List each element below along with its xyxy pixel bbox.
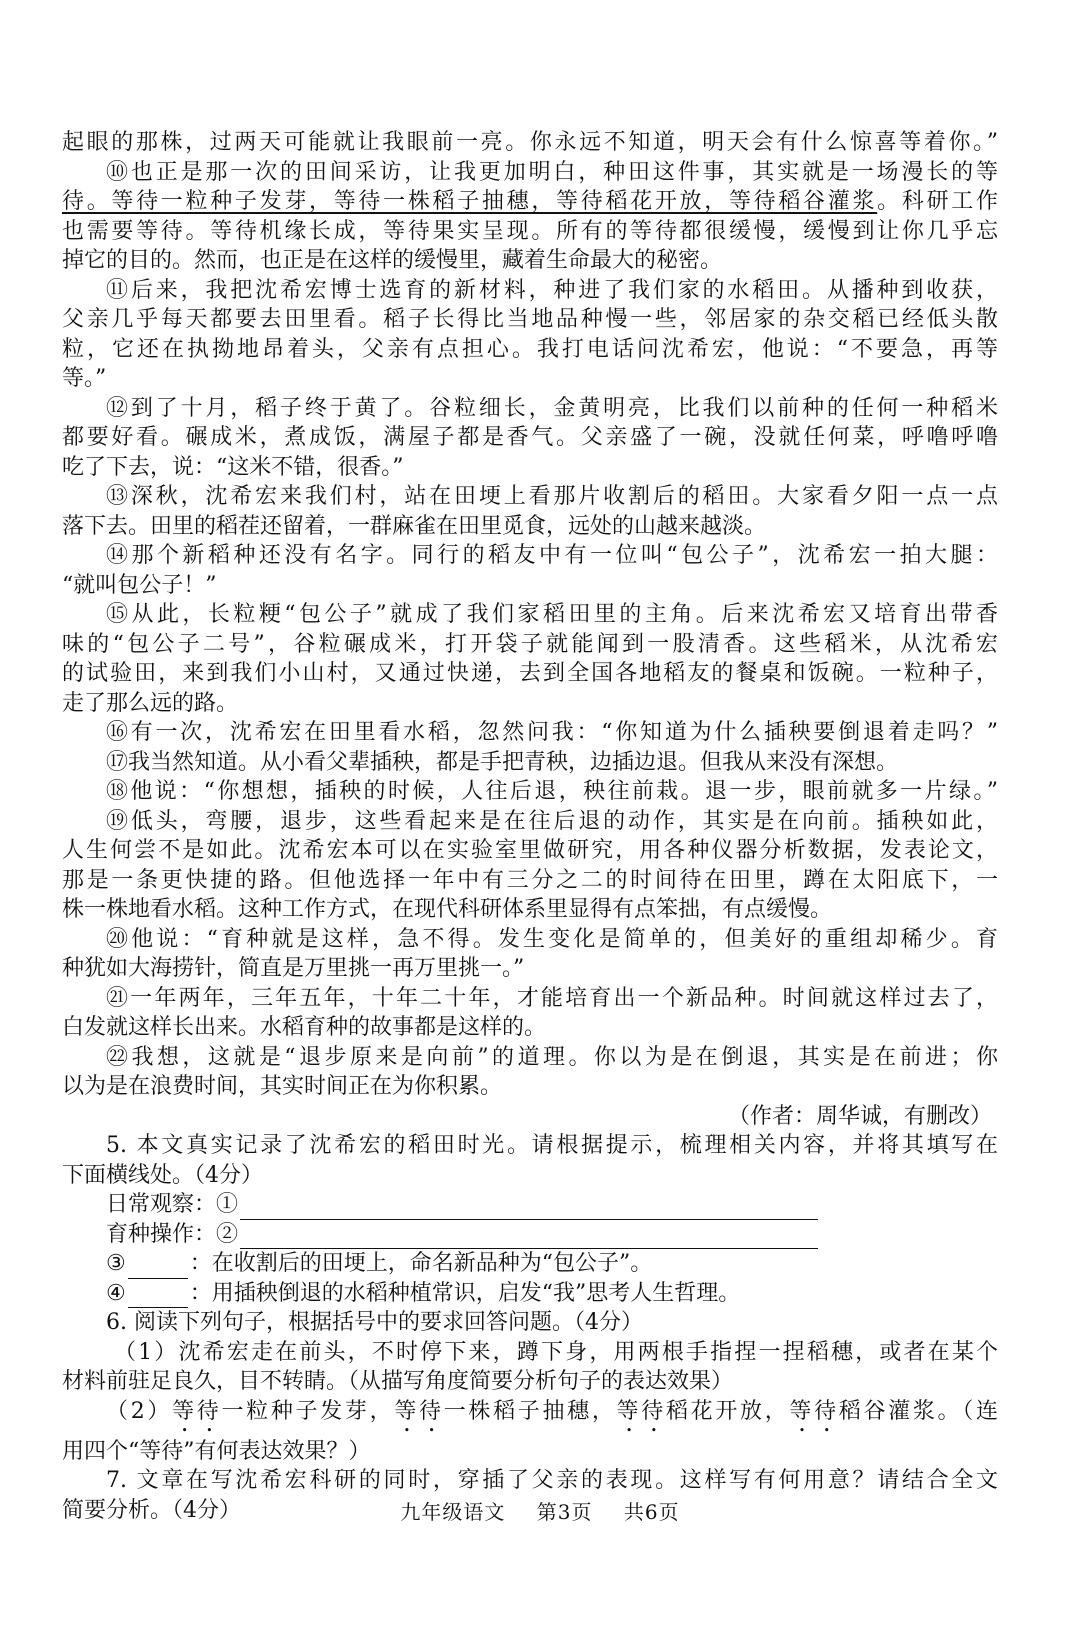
paragraph-11-line: 父亲几乎每天都要去田里看。稻子长得比当地品种慢一些，邻居家的杂交稻已经低头散 [62, 307, 998, 332]
paragraph-19-line: 那是一条更快捷的路。但他选择一年中有三分之二的时间待在田里，蹲在太阳底下，一 [62, 867, 998, 893]
author-attribution: （作者：周华诚，有删改） [727, 1103, 992, 1129]
question-6-1: （1）沈希宏走在前头，不时停下来，蹲下身，用两根手指捏一捏稻穗，或者在某个 [114, 1339, 998, 1365]
emphasized-word: 等待 [789, 1398, 839, 1424]
item-label: 日常观察：① [106, 1192, 239, 1217]
paragraph-13-line: ⑬深秋，沈希宏来我们村，站在田埂上看那片收割后的稻田。大家看夕阳一点一点 [106, 484, 998, 509]
paragraph-11-line: 等。” [62, 366, 107, 391]
footer-page-number: 第3页 [536, 1500, 593, 1524]
question-6-prompt: 6. 阅读下列句子，根据括号中的要求回答问题。（4分） [106, 1310, 643, 1335]
paragraph-12-line: ⑫到了十月，稻子终于黄了。谷粒细长，金黄明亮，比我们以前种的任何一种稻米 [106, 395, 998, 421]
paragraph-10-line: ⑩也正是那一次的田间采访，让我更加明白，种田这件事，其实就是一场漫长的等 [106, 159, 998, 185]
question-7-prompt: 简要分析。（4分） [62, 1497, 241, 1523]
paragraph-10-line: 掉它的目的。然而，也正是在这样的缓慢里，藏着生命最大的秘密。 [62, 248, 723, 273]
answer-line[interactable] [240, 1197, 818, 1220]
question-5-prompt: 下面横线处。（4分） [62, 1162, 263, 1188]
answer-blank[interactable] [128, 1258, 188, 1279]
passage-text: 。科研工作 [877, 189, 998, 214]
question-6-2: 用四个“等待”有何表达效果？） [62, 1438, 371, 1464]
paragraph-21-line: ㉑一年两年，三年五年，十年二十年，才能培育出一个新品种。时间就这样过去了， [106, 985, 998, 1011]
paragraph-22-line: 以为是在浪费时间，其实时间正在为你积累。 [62, 1074, 503, 1099]
item-number: ④ [106, 1280, 126, 1306]
sentence-text: 稻谷灌浆。（连 [838, 1398, 998, 1424]
sentence-text: 稻花开放， [665, 1398, 790, 1424]
sub-question-number: （2） [106, 1398, 173, 1424]
paragraph-21-line: 白发就这样长出来。水稻育种的故事都是这样的。 [62, 1015, 547, 1040]
sentence-text: 一株稻子抽穗， [443, 1398, 617, 1424]
paragraph-19-line: 人生何尝不是如此。沈希宏本可以在实验室里做研究，用各种仪器分析数据，发表论文， [62, 838, 998, 863]
paragraph-18-line: ⑱他说：“你想想，插秧的时候，人往后退，秧往前栽。退一步，眼前就多一片绿。” [106, 779, 998, 804]
paragraph-12-line: 都要好看。碾成米，煮成饭，满屋子都是香气。父亲盛了一碗，没就任何菜，呼噜呼噜 [62, 425, 998, 450]
paragraph-10-line: 也需要等待。等待机缘长成，等待果实呈现。所有的等待都很缓慢，缓慢到让你几乎忘 [62, 218, 998, 244]
footer-total-pages: 共6页 [623, 1500, 680, 1524]
question-6-1: 材料前驻足良久，目不转睛。（从描写角度简要分析句子的表达效果） [62, 1369, 734, 1394]
sentence-text: 一粒种子发芽， [221, 1398, 395, 1424]
question-7-prompt: 7. 文章在写沈希宏科研的同时，穿插了父亲的表现。这样写有何用意？请结合全文 [106, 1468, 998, 1493]
paragraph-10-line [62, 187, 998, 217]
emphasized-word: 等待 [616, 1398, 666, 1424]
reading-passage [62, 128, 998, 1131]
item-number: ③ [106, 1251, 126, 1276]
paragraph-22-line: ㉒我想，这就是“退步原来是向前”的道理。你以为是在倒退，其实是在前进；你 [106, 1044, 998, 1070]
paragraph-15-line: 味的“包公子二号”，谷粒碾成米，打开袋子就能闻到一股清香。这些稻米，从沈希宏 [62, 631, 998, 657]
question-5-item-3 [62, 1249, 998, 1279]
question-5-prompt: 5. 本文真实记录了沈希宏的稻田时光。请根据提示，梳理相关内容，并将其填写在 [106, 1133, 998, 1158]
paragraph-13-line: 落下去。田里的稻茬还留着，一群麻雀在田里觅食，远处的山越来越淡。 [62, 513, 767, 539]
paragraph-14-line: “就叫包公子！” [62, 572, 217, 598]
item-text: ：用插秧倒退的水稻种植常识，启发“我”思考人生哲理。 [189, 1280, 741, 1306]
paragraph-20-line: 种犹如大海捞针，简直是万里挑一再万里挑一。” [62, 956, 525, 981]
question-6-2 [62, 1397, 998, 1437]
paragraph-15-line: 走了那么远的路。 [62, 690, 239, 716]
paragraph-17-line: ⑰我当然知道。从小看父辈插秧，都是手把青秧，边插边退。但我从来没有深想。 [106, 749, 899, 775]
paragraph-11-line: 粒，它还在执拗地昂着头，父亲有点担心。我打电话问沈希宏，他说：“不要急，再等 [62, 336, 998, 362]
footer-subject: 九年级语文 [400, 1500, 506, 1524]
paragraph-16-line: ⑯有一次，沈希宏在田里看水稻，忽然问我：“你知道为什么插秧要倒退着走吗？” [106, 720, 998, 745]
answer-line[interactable] [240, 1226, 818, 1249]
paragraph-15-line: 的试验田，来到我们小山村，又通过快递，去到全国各地稻友的餐桌和饭碗。一粒种子， [62, 661, 998, 686]
paragraph-19-line: ⑲低头，弯腰，退步，这些看起来是在往后退的动作，其实是在向前。插秧如此， [106, 808, 998, 834]
paragraph-15-line: ⑮从此，长粒粳“包公子”就成了我们家稻田里的主角。后来沈希宏又培育出带香 [106, 602, 998, 627]
paragraph-20-line: ⑳他说：“育种就是这样，急不得。发生变化是简单的，但美好的重组却稀少。育 [106, 926, 998, 952]
paragraph-19-line: 株一株地看水稻。这种工作方式，在现代科研体系里显得有点笨拙，有点缓慢。 [62, 897, 833, 922]
question-5-item-2 [62, 1220, 998, 1250]
item-text: ：在收割后的田埂上，命名新品种为“包公子”。 [189, 1251, 653, 1276]
emphasized-word: 等待 [172, 1398, 222, 1424]
item-label: 育种操作：② [106, 1221, 239, 1247]
question-5-item-4 [62, 1279, 998, 1309]
questions-section [62, 1131, 998, 1525]
paragraph-14-line: ⑭那个新稻种还没有名字。同行的稻友中有一位叫“包公子”，沈希宏一拍大腿： [106, 543, 998, 568]
paragraph-11-line: ⑪后来，我把沈希宏博士选育的新材料，种进了我们家的水稻田。从播种到收获， [106, 277, 998, 303]
question-5-item-1 [62, 1190, 998, 1220]
answer-blank[interactable] [128, 1287, 188, 1308]
emphasized-word: 等待 [394, 1398, 444, 1424]
page-footer [0, 1496, 1080, 1525]
passage-line: 起眼的那株，过两天可能就让我眼前一亮。你永远不知道，明天会有什么惊喜等着你。” [62, 130, 998, 155]
underlined-sentence: 待。等待一粒种子发芽，等待一株稻子抽穗，等待稻花开放，等待稻谷灌浆 [62, 189, 878, 214]
paragraph-12-line: 吃了下去，说：“这米不错，很香。” [62, 454, 404, 480]
